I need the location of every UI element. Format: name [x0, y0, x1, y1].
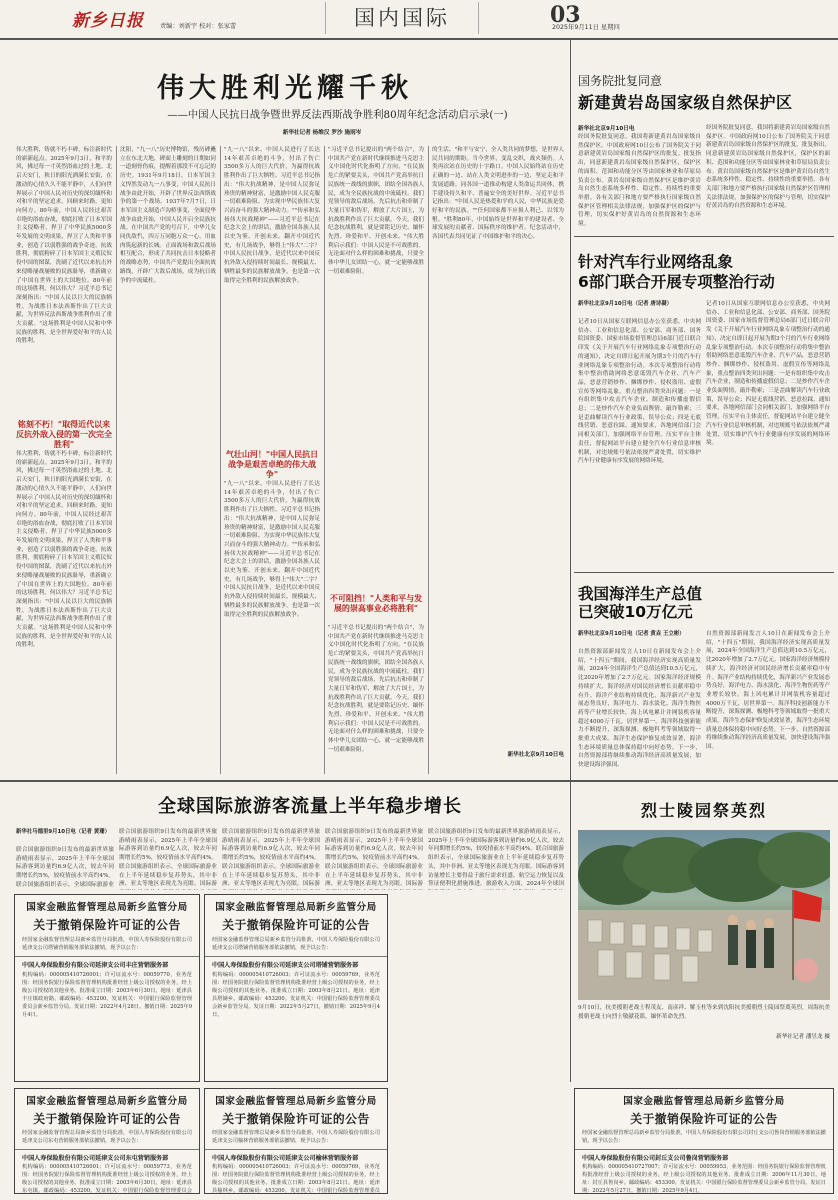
notice-5	[574, 1088, 834, 1194]
notice-org: 国家金融监督管理总局新乡监管分局	[26, 1096, 188, 1107]
nature-text-col1: 经国务院批复同意，我国将新建黄岩岛国家级自然保护区。中国政府网10日公布了国务院关于同意新建黄岩岛国家级自然保护区的批复。批复指出，同意新建黄岩岛国家级自然保护区，保护区的面积、范围和功能分区等由国家林业和草原局负责公布。黄岩岛国家级自然保护区是维护黄岩岛自然生态系统多样性、稳定性、持续性的重要举措。各有关部门和地方要严格执行国家级自然保护区管理相关法律法规，加强保护区的保护与管理，切实保护好黄岩岛的自然资源和生态环境。	[578, 134, 701, 228]
notice-company: 中国人寿保险股份有限公司延津支公司塔铺营销服务部	[205, 956, 387, 969]
notice-intro: 经国家金融监督管理总局新乡监管分局批准，中国人寿保险股份有限公司封丘支公司鲁岗营销服务部依法撤销，现予以公告：	[582, 1130, 826, 1144]
lead-column-1: 伟大胜利，铸就不朽丰碑，标注新时代的崭新起点。2025年9月3日，和平的风，拂过每一寸英烈浴血过的土地。北京天安门，秋日的阳光洒满长安街，在激动的心情久久不能平静中，人们向世界展示了中国人民对历史的深切缅怀和对和平的坚定追求。回顾来时路，更知向何方。80年前，中国人民经过艰苦卓绝的浴血奋战，彻底打败了日本军国主义侵略者，捍卫了中华民族5000多年发展的文明成果，捍卫了人类和平事业，创造了以弱胜强的战争奇迹。抗战胜利，彻底粉碎了日本军国主义殖民奴役中国的图谋，洗刷了近代以来抗击外来侵略屡战屡败的民族耻辱，重新确立了中国在世界上的大国地位。80年前的这场胜利，何以伟大？习近平总书记深刻指出："中国人民以巨大的民族牺牲，为战胜日本法西斯作出了巨大贡献，为世界反法西斯战争胜利作出了重大贡献。"这场胜利是中国人民和中华民族的胜利，是全世界爱好和平的人民的胜利。	[16, 147, 112, 345]
notice-org: 国家金融监督管理总局新乡监管分局	[215, 1096, 377, 1107]
lead-column-4: "习近平总书记提出的"两个结合"，为中国共产党在新时代继续推进马克思主义中国化时代化指明了方向。"在民族危亡的紧要关头，中国共产党高举抗日民族统一战线的旗帜，团结全国各族人民，成为全民族抗战的中流砥柱。我们党领导的敌后战场，先后抗击和牵制了大量日军和伪军，解放了大片国土，为抗战胜利作出了巨大贡献。今天，我们纪念抗战胜利，就是要铭记历史、缅怀先烈、珍爱和平、开创未来。"伟大胜利启示我们：中国人民是不可战胜的。无论面对什么样的困难和挑战，只要全体中华儿女团结一心，就一定能够战胜一切艰难险阻。	[328, 147, 424, 275]
notice-title: 关于撤销保险许可证的公告	[33, 918, 181, 932]
memorial-caption: 9月10日，抗美援朝老战士程茂友、南彦祥、解玉柱等来到沈阳抗美援朝烈士陵园祭奠英烈，周海抗美援朝老战士向烈士敬献花篮，缅怀革命先烈。	[578, 1005, 830, 1020]
memorial-credit: 新华社记者 潘昱龙 摄	[776, 1034, 830, 1040]
col-divider	[116, 146, 117, 774]
tourism-col1: 联合国旅游组织9日发布的最新世界旅游晴雨表显示，2025年上半年全球国际游客到访量约6.9亿人次，较去年同期增长约5%，较疫情前水平高约4%。联合国旅游组织表示，全球国际旅游业	[16, 847, 114, 888]
notice-company: 中国人寿保险股份有限公司延津支公司东屯营销服务部	[15, 1149, 199, 1162]
auto-title-1: 针对汽车行业网络乱象	[578, 253, 734, 271]
lead-title: 伟大胜利光耀千秋	[157, 73, 413, 104]
nature-byline: 新华社北京9月10日电	[578, 126, 635, 132]
subhead-text: 不可阻挡！"人类和平与发展的崇高事业必将胜利"	[329, 594, 423, 613]
lead-column-2: 沈阳，"九一八"历史博物馆，残历碑矗立在东北大地，碑面上雕刻的日期如同一道刻骨伤痕，提醒着那段不可忘记的历史。1931年9月18日，日本军国主义悍然发动九一八事变，中国人民抗日战争由此开始，开辟了世界反法西斯战争的第一个战场。1937年7月7日，日本军国主义制造卢沟桥事变，全面侵华战争由此开始，中国人民开启全民族抗战。在中国共产党的号召下，中华儿女同仇敌忾，四万万同胞万众一心，用血肉筑起新的长城。正面战场和敌后战场相互配合，形成了共同抗击日本侵略者的战略态势。中国共产党提出全面抗战路线，开辟广大敌后战场，成为抗日战争的中流砥柱。	[120, 147, 216, 284]
page-number: 03	[550, 2, 581, 28]
lead-subhead-1	[16, 420, 112, 450]
notice-intro: 经国家金融监督管理总局新乡监管分局批准，中国人寿保险股份有限公司延津支公司榆林营销服务部依法撤销，现予以公告：	[212, 1130, 380, 1144]
lead-column-4b: "习近平总书记提出的"两个结合"，为中国共产党在新时代继续推进马克思主义中国化时代化指明了方向。"在民族危亡的紧要关头，中国共产党高举抗日民族统一战线的旗帜，团结全国各族人民，成为全民族抗战的中流砥柱。我们党领导的敌后战场，先后抗击和牵制了大量日军和伪军，解放了大片国土，为抗战胜利作出了巨大贡献。今天，我们纪念抗战胜利，就是要铭记历史、缅怀先烈、珍爱和平、开创未来。"伟大胜利启示我们：中国人民是不可战胜的。无论面对什么样的困难和挑战，只要全体中华儿女团结一心，就一定能够战胜一切艰难险阻。	[328, 625, 424, 753]
tourism-byline: 新华社马德里9月10日电（记者 黄珊）	[16, 829, 110, 835]
ocean-title-1: 我国海洋生产总值	[578, 585, 703, 603]
subhead-text: 铭刻不朽！"取得近代以来反抗外敌入侵的第一次完全胜利"	[16, 420, 112, 449]
notice-body: 机构编码：000005410726001；许可证流水号：00059773，业务范围：经国务院银行保险监督管理机构批准经营上级公司授权的业务，经上级公司授权的其他业务。批准成立日期：2003年6月30日。地址：延津县东屯镇。邮政编码：453200。发证机关：中国银行保险监督管理委员会	[22, 1164, 192, 1194]
ocean-text-col2: 自然资源部新闻发言人10日在新闻发布会上介绍，"十四五"期间，我国海洋经济实现高质量发展，2024年全国海洋生产总值达到10.5万亿元，比2020年增加了2.7万亿元。国家海洋经济规模持续扩大，海洋经济对国民经济增长贡献率稳中有升。海洋产业结构持续优化，海洋新兴产业发展态势良好，海洋电力、海水淡化、海洋生物医药等产业增长较快。海上风电累计并网装机容量超过4000万千瓦，居世界第一。海洋科技创新能力不断提升，深海探测、极地科考等领域取得一批重大成果。海洋生态保护修复成效显著，海洋生态环境质量总体保持稳中向好态势。下一步，自然资源部将继续推动海洋经济高质量发展，加快建设海洋强国。	[706, 631, 830, 751]
editors-line: 责编：刘新宇 校对：张家蕾	[160, 23, 237, 30]
notice-intro: 经国家金融监督管理总局新乡监管分局批准，中国人寿保险股份有限公司延津支公司塔铺营销服务部依法撤销，现予以公告：	[212, 937, 380, 951]
lead-byline: 新华社记者 杨维汉 罗沙 施雨岑	[282, 130, 362, 136]
col-divider	[428, 146, 429, 774]
notice-title: 关于撤销保险许可证的公告	[630, 1112, 778, 1126]
lead-subhead-2	[224, 450, 320, 480]
notice-1	[14, 894, 200, 1082]
memorial-photo	[578, 830, 830, 1000]
notice-3	[14, 1088, 200, 1194]
auto-text-col2: 记者10日从国家互联网信息办公室获悉，中央网信办、工业和信息化部、公安部、商务部、国务院国资委、国家市场监督管理总局6部门近日联合印发《关于开展汽车行业网络乱象专项整治行动的通知》，决定自即日起开展为期3个月的汽车行业网络乱象专项整治行动。本次专项整治行动将集中整治借助网络恶意诋毁汽车企业、汽车产品，恶意营销炒作、捆绑炒作、侵权盗用、虚假宣传等网络乱象，重点整治四类突出问题：一是有组织集中攻击汽车企业，制造和传播虚假信息；二是炒作汽车企业负面舆情，敲诈勒索；三是歪曲解读汽车行业政策，误导公众；四是无底线营销、恶意拉踩。通知要求，各地网信部门会同相关部门，加强网络平台管理，压实平台主体责任，督促网站平台建立健全汽车行业信息审核机制，对违规账号依法依规严肃处置，切实维护汽车行业健康有序发展的网络环境。	[706, 301, 830, 447]
notice-body: 机构编码：000005410726003；许可证流水号：00059769，业务范围：经国务院银行保险监督管理机构批准经营上级公司授权的业务，经上级公司授权的其他业务。批准成立日期：2003年8月21日。地址：延津县榆林乡。邮政编码：453200。发证机关：中国银行保险监督管理委员	[212, 1164, 380, 1194]
auto-title-2: 6部门联合开展专项整治行动	[578, 273, 775, 291]
nature-text-col2: 经国务院批复同意，我国将新建黄岩岛国家级自然保护区。中国政府网10日公布了国务院关于同意新建黄岩岛国家级自然保护区的批复。批复指出，同意新建黄岩岛国家级自然保护区，保护区的面积、范围和功能分区等由国家林业和草原局负责公布。黄岩岛国家级自然保护区是维护黄岩岛自然生态系统多样性、稳定性、持续性的重要举措。各有关部门和地方要严格执行国家级自然保护区管理相关法律法规，加强保护区的保护与管理，切实保护好黄岩岛的自然资源和生态环境。	[706, 125, 830, 210]
notice-4	[204, 1088, 388, 1194]
section-rule	[0, 780, 838, 782]
notice-body: 机构编码：000005410726003；许可证流水号：00059769，业务范围：经国务院银行保险监督管理机构批准经营上级公司授权的业务，经上级公司授权的其他业务。批准成立日期：2003年8月21日。地址：延津县塔铺乡。邮政编码：453200。发证机关：中国银行保险监督管理委员会新乡监管分局。发证日期：2022年5月27日。撤销日期：2025年9月4日。	[212, 972, 380, 1018]
lead-column-1b: 伟大胜利，铸就不朽丰碑，标注新时代的崭新起点。2025年9月3日，和平的风，拂过每一寸英烈浴血过的土地。北京天安门，秋日的阳光洒满长安街，在激动的心情久久不能平静中，人们向世界展示了中国人民对历史的深切缅怀和对和平的坚定追求。回顾来时路，更知向何方。80年前，中国人民经过艰苦卓绝的浴血奋战，彻底打败了日本军国主义侵略者，捍卫了中华民族5000多年发展的文明成果，捍卫了人类和平事业，创造了以弱胜强的战争奇迹。抗战胜利，彻底粉碎了日本军国主义殖民奴役中国的图谋，洗刷了近代以来抗击外来侵略屡战屡败的民族耻辱，重新确立了中国在世界上的大国地位。80年前的这场胜利，何以伟大？习近平总书记深刻指出："中国人民以巨大的民族牺牲，为战胜日本法西斯作出了巨大贡献，为世界反法西斯战争胜利作出了重大贡献。"这场胜利是中国人民和中华民族的胜利，是全世界爱好和平的人民的胜利。	[16, 451, 112, 649]
lead-subhead-3	[328, 594, 424, 614]
col-divider	[324, 146, 325, 774]
lead-end-credit: 新华社北京9月10日电	[507, 752, 564, 758]
notice-company: 中国人寿保险股份有限公司封丘支公司鲁岗营销服务部	[575, 1149, 833, 1162]
lead-column-5: 的生活。"和平与安宁，全人类共同的梦想，是世界人民共同的期盼。当今世界，变乱交织，战火频仍。人类再次站在历史的十字路口。中国人民始终站在历史正确的一边、站在人类文明进步的一边，坚定走和平发展道路，同各国一道推动构建人类命运共同体，携手建设持久和平、普遍安全的美好世界。习近平总书记指出："中国人民是热爱和平的人民，中华民族是爱好和平的民族。""任何国家都不应损人利己、以邻为壑。"胜利80年，中国始终是世界和平的建设者、全球发展的贡献者、国际秩序的维护者。纪念活动中，各国代表共同见证了中国维护和平的决心。	[432, 147, 564, 241]
section-divider	[570, 40, 571, 780]
masthead-rule	[0, 38, 838, 40]
section-title: 国内国际	[325, 2, 479, 34]
issue-date: 2025年9月11日 星期四	[552, 24, 620, 31]
notice-company: 中国人寿保险股份有限公司延津支公司榆林营销服务部	[205, 1149, 387, 1162]
rule	[574, 236, 834, 237]
notice-title: 关于撤销保险许可证的公告	[222, 1112, 370, 1126]
ocean-title-2: 已突破10万亿元	[578, 603, 693, 621]
auto-byline: 新华社北京9月10日电（记者 唐诗凝）	[578, 301, 672, 307]
notice-org: 国家金融监督管理总局新乡监管分局	[623, 1096, 785, 1107]
rule	[574, 572, 834, 573]
lead-column-3b: "九一八"以来，中国人民进行了长达14年艰苦卓绝的斗争，付出了伤亡3500多万人的巨大代价，为赢得抗战胜利作出了巨大牺牲。习近平总书记指出："伟大抗战精神，是中国人民弥足珍贵的精神财富，是激励中国人民克服一切艰难险阻、为实现中华民族伟大复兴而奋斗的强大精神动力。""传承和弘扬伟大抗战精神"——习近平总书记在纪念大会上的讲话，激励全国各族人民以史为鉴、开创未来。翻开中国近代史，有几场战争，够得上"伟大"二字？中国人民抗日战争，是近代以来中国反抗外敌入侵持续时间最长、规模最大、牺牲最多的民族解放战争，也是第一次取得完全胜利的民族解放战争。	[224, 481, 320, 618]
auto-text-col1: 记者10日从国家互联网信息办公室获悉，中央网信办、工业和信息化部、公安部、商务部、国务院国资委、国家市场监督管理总局6部门近日联合印发《关于开展汽车行业网络乱象专项整治行动的通知》，决定自即日起开展为期3个月的汽车行业网络乱象专项整治行动。本次专项整治行动将集中整治借助网络恶意诋毁汽车企业、汽车产品，恶意营销炒作、捆绑炒作、侵权盗用、虚假宣传等网络乱象，重点整治四类突出问题：一是有组织集中攻击汽车企业，制造和传播虚假信息；二是炒作汽车企业负面舆情，敲诈勒索；三是歪曲解读汽车行业政策，误导公众；四是无底线营销、恶意拉踩。通知要求，各地网信部门会同相关部门，加强网络平台管理，压实平台主体责任，督促网站平台建立健全汽车行业信息审核机制，对违规账号依法依规严肃处置，切实维护汽车行业健康有序发展的网络环境。	[578, 319, 701, 465]
col-divider	[220, 146, 221, 774]
notice-title: 关于撤销保险许可证的公告	[33, 1112, 181, 1126]
tourism-col5: 联合国旅游组织9日发布的最新世界旅游晴雨表显示，2025年上半年全球国际游客到访量约6.9亿人次，较去年同期增长约5%，较疫情前水平高约4%。联合国旅游组织表示，全球国际旅游业在上半年延续稳步复苏势头，其中非洲、亚太等地区表现尤为亮眼。国际游客到访量增长主要得益于旅行需求旺盛、航空运力恢复以及签证便利化措施推进。旅游收入方面，2024年全球国	[428, 829, 564, 888]
notice-body: 机构编码：000005410727007；许可证流水号：00059953，业务范围：经国务院银行保险监督管理机构批准经营上级公司授权的业务，经上级公司授权的其他业务。批准成立日期：2006年11月30日。地址：封丘县鲁岗乡。邮政编码：453300。发证机关：中国银行保险监督管理委员会新乡监管分局。发证日期：2022年5月27日。撤销日期：2025年9月4日。	[582, 1164, 826, 1194]
nature-kicker: 国务院批复同意	[578, 74, 663, 88]
subhead-text: 气壮山河！"中国人民抗日战争是艰苦卓绝的伟大战争"	[225, 450, 319, 479]
notice-intro: 经国家金融监督管理总局新乡监管分局批准，中国人寿保险股份有限公司延津支公司东屯营销服务部依法撤销，现予以公告：	[22, 1130, 192, 1144]
ocean-byline: 新华社北京9月10日电（记者 黄垚 王立彬）	[578, 631, 685, 637]
memorial-scene-illustration	[578, 830, 830, 1000]
notice-title: 关于撤销保险许可证的公告	[222, 918, 370, 932]
notice-intro: 经国家金融监督管理总局新乡监管分局批准，中国人寿保险股份有限公司延津支公司塔铺营销服务部依法撤销，现予以公告：	[22, 937, 192, 951]
tourism-col2: 联合国旅游组织9日发布的最新世界旅游晴雨表显示，2025年上半年全球国际游客到访量约6.9亿人次，较去年同期增长约5%，较疫情前水平高约4%。联合国旅游组织表示，全球国际旅游业在上半年延续稳步复苏势头，其中非洲、亚太等地区表现尤为亮眼。国际游	[119, 829, 217, 888]
memorial-title: 烈士陵园祭英烈	[640, 801, 767, 820]
notice-body: 机构编码：000005410726001；许可证流水号：00059770，业务范围：经国务院银行保险监督管理机构批准经营上级公司授权的业务，经上级公司授权的其他业务。批准成立日期：2003年6月30日。地址：延津县丰庄镇政府路。邮政编码：453200。发证机关：中国银行保险监督管理委员会新乡监管分局。发证日期：2022年4月28日。撤销日期：2025年9月4日。	[22, 972, 192, 1018]
tourism-title: 全球国际旅游客流量上半年稳步增长	[158, 796, 462, 817]
nature-title: 新建黄岩岛国家级自然保护区	[578, 93, 793, 112]
lead-subtitle: ——中国人民抗日战争暨世界反法西斯战争胜利80周年纪念活动启示录(一)	[167, 109, 508, 121]
tourism-col3: 联合国旅游组织9日发布的最新世界旅游晴雨表显示，2025年上半年全球国际游客到访量约6.9亿人次，较去年同期增长约5%，较疫情前水平高约4%。联合国旅游组织表示，全球国际旅游业在上半年延续稳步复苏势头，其中非洲、亚太等地区表现尤为亮眼。国际游	[222, 829, 320, 888]
tourism-col4: 联合国旅游组织9日发布的最新世界旅游晴雨表显示，2025年上半年全球国际游客到访量约6.9亿人次，较去年同期增长约5%，较疫情前水平高约4%。联合国旅游组织表示，全球国际旅游业在上半年延续稳步复苏势头，其中非洲、亚太等地区表现尤为亮眼。国际游	[325, 829, 423, 888]
notice-2	[204, 894, 388, 1082]
section-divider	[570, 782, 571, 1082]
notice-org: 国家金融监督管理总局新乡监管分局	[26, 902, 188, 913]
newspaper-logo: 新乡日报	[72, 11, 144, 31]
notice-org: 国家金融监督管理总局新乡监管分局	[215, 902, 377, 913]
notice-company: 中国人寿保险股份有限公司延津支公司丰庄营销服务部	[15, 956, 199, 969]
masthead	[0, 0, 838, 38]
lead-column-3: "九一八"以来，中国人民进行了长达14年艰苦卓绝的斗争，付出了伤亡3500多万人的巨大代价，为赢得抗战胜利作出了巨大牺牲。习近平总书记指出："伟大抗战精神，是中国人民弥足珍贵的精神财富，是激励中国人民克服一切艰难险阻、为实现中华民族伟大复兴而奋斗的强大精神动力。""传承和弘扬伟大抗战精神"——习近平总书记在纪念大会上的讲话，激励全国各族人民以史为鉴、开创未来。翻开中国近代史，有几场战争，够得上"伟大"二字？中国人民抗日战争，是近代以来中国反抗外敌入侵持续时间最长、规模最大、牺牲最多的民族解放战争，也是第一次取得完全胜利的民族解放战争。	[224, 147, 320, 284]
ocean-text-col1: 自然资源部新闻发言人10日在新闻发布会上介绍，"十四五"期间，我国海洋经济实现高质量发展，2024年全国海洋生产总值达到10.5万亿元，比2020年增加了2.7万亿元。国家海洋经济规模持续扩大，海洋经济对国民经济增长贡献率稳中有升。海洋产业结构持续优化，海洋新兴产业发展态势良好，海洋电力、海水淡化、海洋生物医药等产业增长较快。海上风电累计并网装机容量超过4000万千瓦，居世界第一。海洋科技创新能力不断提升，深海探测、极地科考等领域取得一批重大成果。海洋生态保护修复成效显著，海洋生态环境质量总体保持稳中向好态势。下一步，自然资源部将继续推动海洋经济高质量发展，加快建设海洋强国。	[578, 649, 701, 769]
